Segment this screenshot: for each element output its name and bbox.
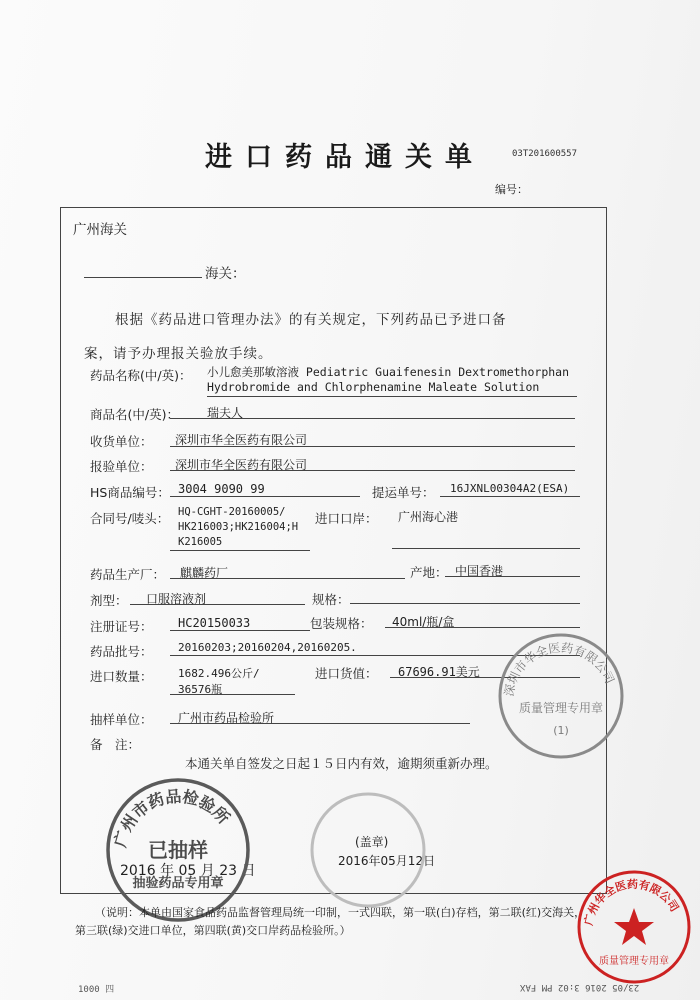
document-title: 进口药品通关单: [205, 142, 485, 173]
dosage-label: 剂型：: [90, 593, 128, 608]
left-stamp-arc-text: 广州市药品检验所: [110, 786, 234, 850]
sampling-value: 广州市药品检验所: [178, 711, 275, 725]
hs-code-underline: [170, 496, 360, 497]
validity-note: 本通关单自签发之日起１５日内有效，逾期须重新办理。: [185, 756, 498, 771]
spec-underline: [350, 603, 580, 604]
sign-date-left: 2016 年 05 月 23 日: [120, 863, 256, 879]
corner-mark: 1000 四: [78, 985, 115, 995]
declarant-value: 深圳市华全医药有限公司: [175, 458, 308, 472]
declarant-underline: [170, 470, 575, 471]
consignee-label: 收货单位：: [90, 434, 153, 449]
registration-underline: [170, 630, 310, 631]
quality-management-stamp: [495, 630, 627, 762]
batch-label: 药品批号：: [90, 644, 153, 659]
mid-stamp-number: (1): [553, 724, 569, 737]
bill-value: 16JXNL00304A2(ESA): [450, 482, 570, 495]
consignee-underline: [170, 446, 575, 447]
bill-label: 提运单号：: [372, 485, 435, 500]
contract-line-3: K216005: [178, 536, 223, 548]
trade-name-value: 瑞夫人: [207, 406, 244, 420]
dosage-value: 口服溶液剂: [146, 592, 207, 606]
port-underline: [392, 548, 580, 549]
sampling-inspection-stamp: [103, 775, 253, 925]
intro-line-1: 根据《药品进口管理办法》的有关规定，下列药品已予进口备: [115, 312, 507, 328]
footer-line-2: 第三联(绿)交进口单位，第四联(黄)交口岸药品检验所。）: [75, 924, 351, 937]
company-seal-faint: [308, 790, 428, 910]
quantity-underline: [170, 694, 295, 695]
trade-name-underline: [170, 418, 575, 419]
quantity-line-2: 36576瓶: [178, 683, 223, 696]
registration-value: HC20150033: [178, 616, 251, 630]
trade-name-label: 商品名(中/英)：: [90, 407, 179, 422]
sampling-underline: [170, 723, 470, 724]
spec-label: 规格：: [312, 592, 350, 607]
quantity-line-1: 1682.496公斤/: [178, 667, 260, 680]
quantity-label: 进口数量：: [90, 669, 153, 684]
mid-stamp-center-text: 质量管理专用章: [518, 701, 604, 715]
origin-value: 中国香港: [455, 564, 504, 578]
manufacturer-label: 药品生产厂：: [90, 567, 166, 582]
registration-label: 注册证号：: [90, 619, 153, 634]
document-code: 03T201600557: [512, 149, 578, 159]
left-stamp-bottom-text: 抽验药品专用章: [132, 876, 224, 891]
customs-office: 广州海关: [73, 222, 127, 238]
pack-underline: [385, 627, 580, 628]
red-stamp-arc-text: 广州华全医药有限公司: [582, 877, 682, 927]
drug-name-line-2: Hydrobromide and Chlorphenamine Maleate Solution: [207, 380, 540, 394]
intro-line-2: 案，请予办理报关验放手续。: [84, 346, 273, 362]
mid-stamp-arc-text: 深圳市华全医药有限公司: [501, 640, 617, 698]
origin-label: 产地：: [410, 565, 448, 580]
manufacturer-value: 麒麟药厂: [180, 566, 229, 580]
price-label: 进口货值：: [315, 666, 378, 681]
batch-value: 20160203;20160204,20160205.: [178, 641, 357, 654]
declarant-label: 报验单位：: [90, 459, 153, 474]
contract-label: 合同号/唛头：: [90, 511, 170, 526]
fax-stamp: 23/05 2016 3:02 PM FAX: [520, 982, 640, 992]
contract-line-1: HQ-CGHT-20160005/: [178, 506, 286, 518]
port-value: 广州海心港: [398, 510, 459, 524]
pack-label: 包装规格：: [310, 616, 373, 631]
drug-name-label: 药品名称(中/英)：: [90, 368, 192, 383]
sign-date-right: 2016年05月12日: [338, 854, 436, 868]
hs-code-value: 3004 9090 99: [178, 482, 265, 496]
remarks-label: 备 注：: [90, 737, 141, 752]
footer-line-1: （说明：本单由国家食品药品监督管理局统一印制，一式四联，第一联(白)存档，第二联(红)交海关，: [95, 906, 586, 919]
hs-code-label: HS商品编号：: [90, 485, 170, 500]
consignee-value: 深圳市华全医药有限公司: [175, 433, 308, 447]
price-value: 67696.91美元: [398, 665, 480, 679]
customs-name-line: [84, 277, 202, 278]
number-label: 编号：: [495, 183, 528, 196]
contract-underline: [170, 550, 310, 551]
pack-value: 40ml/瓶/盒: [392, 615, 455, 629]
origin-underline: [445, 576, 580, 577]
red-quality-stamp: [575, 868, 693, 986]
port-label: 进口口岸：: [315, 511, 378, 526]
drug-name-underline: [207, 396, 577, 397]
bill-underline: [440, 496, 580, 497]
left-stamp-center-text: 已抽样: [148, 838, 208, 862]
drug-name-line-1: 小儿愈美那敏溶液 Pediatric Guaifenesin Dextromethorphan: [207, 365, 570, 379]
seal-label: (盖章): [355, 835, 389, 849]
manufacturer-underline: [170, 578, 405, 579]
sampling-label: 抽样单位：: [90, 712, 153, 727]
star-icon: [614, 908, 654, 945]
customs-suffix: 海关：: [205, 266, 246, 282]
dosage-underline: [130, 604, 305, 605]
contract-line-2: HK216003;HK216004;H: [178, 521, 299, 533]
red-stamp-center-text: 质量管理专用章: [599, 956, 669, 967]
